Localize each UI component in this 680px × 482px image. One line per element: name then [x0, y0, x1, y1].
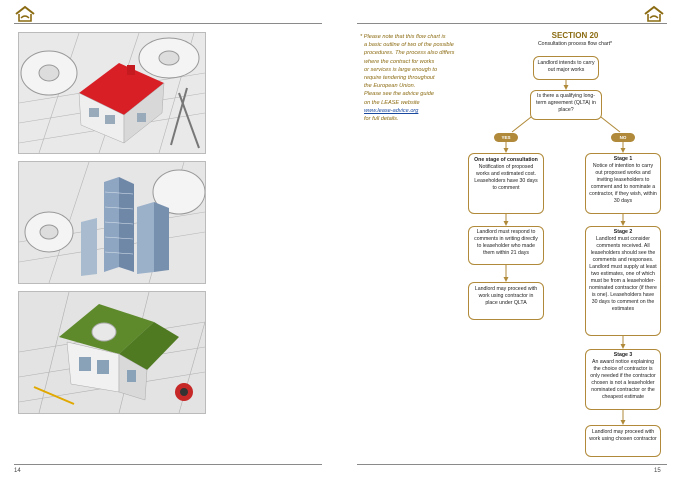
house-on-blueprints-photo	[18, 32, 206, 154]
no-stage-three-title: Stage 3	[613, 352, 633, 358]
yes-label: YES	[494, 133, 518, 142]
note-line: on the LEASE website	[364, 99, 420, 106]
right-page-number: 15	[654, 468, 661, 474]
no-stage-two-box	[585, 226, 661, 336]
yes-respond-text: Landlord must respond to comments in writing directly to leaseholder who made them within 21 days	[474, 229, 538, 256]
no-stage-one-body: Notice of intention to carry out proposed works and inviting leaseholders to comment and to nominate a contractor, if they wish, within 30 days	[589, 163, 657, 204]
section-title: SECTION 20	[551, 31, 599, 40]
yes-proceed-text: Landlord may proceed with work using contractor in place under QLTA	[474, 286, 538, 306]
note-line: or services is large enough to	[364, 66, 438, 73]
house-logo-icon	[14, 5, 36, 23]
section-subtitle: Consultation process flow chart*	[537, 41, 613, 47]
house-logo-icon	[643, 5, 665, 23]
flow-question-text: Is there a qualifying long-term agreement (QLTA) in place?	[536, 93, 596, 113]
right-header-rule	[357, 23, 667, 24]
yes-proceed-box	[468, 282, 544, 320]
yes-box-body: Notification of proposed works and estimated cost. Leaseholders have 30 days to comment	[474, 164, 538, 191]
lease-advice-link[interactable]: www.lease-advice.org	[364, 107, 419, 114]
green-roof-house-photo	[18, 291, 206, 414]
yes-respond-box	[468, 226, 544, 265]
flow-start-text: Landlord intends to carry out major works	[537, 60, 595, 73]
no-proceed-text: Landlord may proceed with work using chosen contractor	[589, 429, 657, 442]
right-footer-rule	[357, 464, 667, 465]
skyscraper-on-blueprints-photo	[18, 161, 206, 284]
note-line: the European Union.	[364, 83, 416, 90]
note-line: Please see the advice guide	[364, 91, 434, 98]
yes-box-title: One stage of consultation	[474, 157, 538, 163]
left-header-rule	[14, 23, 322, 24]
no-stage-one-title: Stage 1	[613, 156, 633, 162]
flowchart-note	[360, 33, 490, 123]
note-line: where the contract for works	[364, 58, 435, 65]
flow-start-box	[533, 56, 599, 80]
note-line: a basic outline of two of the possible	[364, 42, 454, 49]
note-line: procedures. The process also differs	[364, 50, 455, 57]
yes-stage-one-box	[468, 153, 544, 214]
flow-question-box	[530, 90, 602, 120]
no-stage-two-body: Landlord must consider comments received. All leaseholders should see the comments and responses. Landlord must supply at least two estimates, one of which must be from a leaseholder-nominated contractor (if there is one). Leaseholders have 30 days to comment on the estimates	[589, 236, 657, 312]
no-stage-three-body: An award notice explaining the choice of contractor is only needed if the contractor chosen is not a leaseholder nominated contractor or the cheapest estimate	[590, 359, 656, 400]
note-line: for full details.	[364, 116, 399, 123]
no-proceed-box	[585, 425, 661, 457]
no-stage-three-box	[585, 349, 661, 410]
no-stage-two-title: Stage 2	[613, 229, 633, 235]
no-label: NO	[611, 133, 635, 142]
no-stage-one-box	[585, 153, 661, 214]
left-page-number: 14	[14, 468, 21, 474]
note-line: * Please note that this flow chart is	[360, 34, 446, 40]
note-line: require tendering throughout	[364, 75, 435, 82]
left-footer-rule	[14, 464, 322, 465]
